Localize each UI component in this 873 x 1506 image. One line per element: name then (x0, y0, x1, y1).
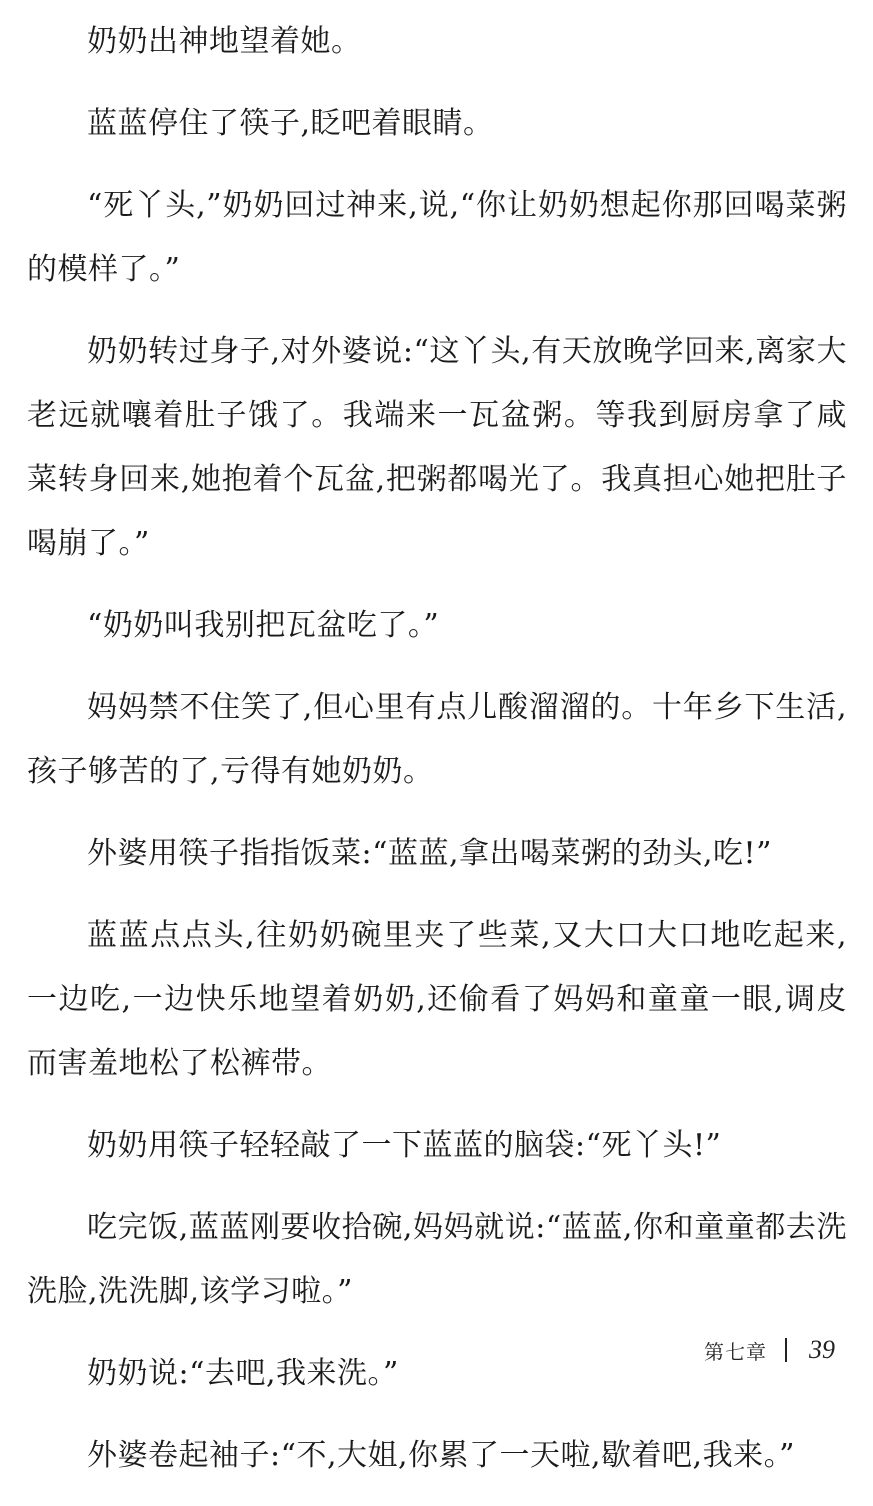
paragraph: 外婆用筷子指指饭菜:“蓝蓝,拿出喝菜粥的劲头,吃!” (87, 836, 772, 871)
page-number: 39 (809, 1335, 835, 1364)
page-footer (704, 1330, 835, 1370)
paragraph: 奶奶出神地望着她。 (87, 24, 362, 59)
paragraph: 奶奶说:“去吧,我来洗。” (87, 1356, 399, 1391)
paragraph: 吃完饭,蓝蓝刚要收拾碗,妈妈就说:“蓝蓝,你和童童都去洗洗脸,洗洗脚,该学习啦。” (27, 1210, 847, 1309)
paragraph: “死丫头,”奶奶回过神来,说,“你让奶奶想起你那回喝菜粥的模样了。” (27, 188, 847, 287)
paragraph: “奶奶叫我别把瓦盆吃了。” (87, 608, 440, 643)
page-body (27, 10, 847, 1506)
paragraph: 蓝蓝点点头,往奶奶碗里夹了些菜,又大口大口地吃起来,一边吃,一边快乐地望着奶奶,还偷看了妈妈和童童一眼,调皮而害羞地松了松裤带。 (27, 918, 847, 1081)
chapter-label: 第七章 (704, 1339, 767, 1364)
paragraph: 外婆卷起袖子:“不,大姐,你累了一天啦,歇着吧,我来。” (87, 1438, 795, 1473)
paragraph: 奶奶转过身子,对外婆说:“这丫头,有天放晚学回来,离家大老远就嚷着肚子饿了。我端来一瓦盆粥。等我到厨房拿了咸菜转身回来,她抱着个瓦盆,把粥都喝光了。我真担心她把肚子喝崩了。” (27, 334, 847, 561)
paragraph: 奶奶用筷子轻轻敲了一下蓝蓝的脑袋:“死丫头!” (87, 1128, 722, 1163)
paragraph: 妈妈禁不住笑了,但心里有点儿酸溜溜的。十年乡下生活,孩子够苦的了,亏得有她奶奶。 (27, 690, 847, 789)
paragraph: 蓝蓝停住了筷子,眨吧着眼睛。 (87, 106, 494, 141)
footer-divider (785, 1338, 787, 1362)
